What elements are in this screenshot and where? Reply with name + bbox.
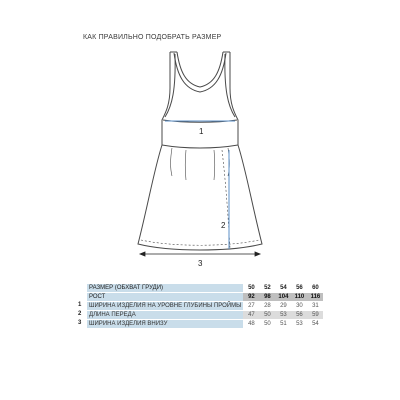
dress-outline — [138, 52, 262, 250]
height-cell: 110 — [291, 293, 307, 301]
value-cell: 31 — [307, 302, 323, 310]
measure-arrow-3 — [140, 252, 260, 256]
value-cell: 50 — [259, 320, 275, 328]
value-cell: 47 — [243, 311, 259, 319]
value-cell: 54 — [307, 320, 323, 328]
value-cell: 28 — [259, 302, 275, 310]
value-cell: 27 — [243, 302, 259, 310]
value-cell: 53 — [291, 320, 307, 328]
value-cell: 30 — [291, 302, 307, 310]
row-number: 2 — [78, 311, 82, 317]
size-cell: 50 — [243, 284, 259, 292]
row-label: ШИРИНА ИЗДЕЛИЯ НА УРОВНЕ ГЛУБИНЫ ПРОЙМЫ — [89, 303, 242, 309]
height-cell: 92 — [243, 293, 259, 301]
value-cell: 53 — [275, 311, 291, 319]
value-cell: 59 — [307, 311, 323, 319]
marker-3: 3 — [198, 259, 203, 268]
height-cell: 116 — [307, 293, 323, 301]
size-cell: 52 — [259, 284, 275, 292]
size-cell: 60 — [307, 284, 323, 292]
table-row — [87, 320, 323, 328]
size-cell: 54 — [275, 284, 291, 292]
value-cell: 29 — [275, 302, 291, 310]
table-row-size — [87, 284, 323, 292]
marker-2: 2 — [221, 221, 226, 230]
table-row-height — [87, 293, 323, 301]
value-cell: 56 — [291, 311, 307, 319]
height-cell: 104 — [275, 293, 291, 301]
table-row — [87, 302, 323, 310]
marker-1: 1 — [199, 127, 204, 136]
row-label: РАЗМЕР (ОБХВАТ ГРУДИ) — [87, 284, 243, 292]
size-table — [87, 284, 323, 328]
height-cell: 98 — [259, 293, 275, 301]
value-cell: 48 — [243, 320, 259, 328]
row-label: РОСТ — [87, 293, 243, 301]
row-number: 3 — [78, 320, 82, 326]
value-cell: 51 — [275, 320, 291, 328]
row-label: ШИРИНА ИЗДЕЛИЯ ВНИЗУ — [87, 320, 243, 328]
size-cell: 56 — [291, 284, 307, 292]
row-number: 1 — [78, 302, 82, 308]
table-row — [87, 311, 323, 319]
value-cell: 50 — [259, 311, 275, 319]
row-label: ДЛИНА ПЕРЕДА — [87, 311, 243, 319]
page-title: КАК ПРАВИЛЬНО ПОДОБРАТЬ РАЗМЕР — [83, 34, 222, 41]
